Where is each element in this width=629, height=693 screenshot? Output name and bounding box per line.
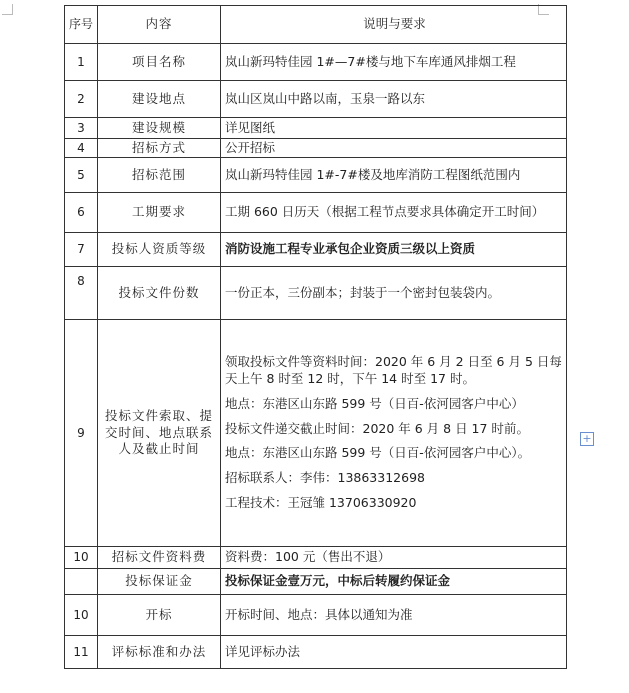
table-row [65, 267, 567, 320]
row-content: 投标人资质等级 [98, 233, 221, 267]
header-desc: 说明与要求 [221, 6, 567, 44]
row-content: 评标标准和办法 [98, 636, 221, 669]
table-row [65, 320, 567, 547]
row-desc: 投标保证金壹万元，中标后转履约保证金 [221, 569, 567, 595]
table-header-row [65, 6, 567, 44]
table-row [65, 569, 567, 595]
crop-mark-top-left [2, 4, 13, 15]
table-row [65, 139, 567, 158]
desc-line: 投标文件递交截止时间：2020 年 6 月 8 日 17 时前。 [225, 420, 529, 436]
row-desc: 消防设施工程专业承包企业资质三级以上资质 [221, 233, 567, 267]
table-row [65, 81, 567, 118]
desc-line: 地点：东港区山东路 599 号（日百-依河园客户中心） [225, 395, 524, 411]
row-seq: 4 [65, 139, 98, 158]
row-desc: 公开招标 [221, 139, 567, 158]
row-content: 开标 [98, 595, 221, 636]
row-seq: 11 [65, 636, 98, 669]
row-seq: 5 [65, 158, 98, 193]
table-row [65, 636, 567, 669]
desc-line: 领取投标文件等资料时间：2020 年 6 月 2 日至 6 月 5 日每天上午 8 时至 12 时，下午 14 时至 17 时。 [225, 353, 562, 386]
row-desc: 开标时间、地点：具体以通知为准 [221, 595, 567, 636]
table-row [65, 595, 567, 636]
row-seq: 7 [65, 233, 98, 267]
table-row [65, 193, 567, 233]
table-row [65, 158, 567, 193]
header-seq: 序号 [65, 6, 98, 44]
desc-line: 招标联系人：李伟：13863312698 [225, 470, 425, 486]
row-content: 招标文件资料费 [98, 547, 221, 569]
row-desc: 详见评标办法 [221, 636, 567, 669]
desc-line: 工程技术：王冠雏 13706330920 [225, 495, 417, 511]
desc-line: 地点：东港区山东路 599 号（日百-依河园客户中心）。 [225, 445, 531, 461]
row-seq: 2 [65, 81, 98, 118]
row-seq: 3 [65, 118, 98, 139]
row-desc: 工期 660 日历天（根据工程节点要求具体确定开工时间） [221, 193, 567, 233]
row-seq [65, 569, 98, 595]
row-seq: 1 [65, 44, 98, 81]
table-row [65, 233, 567, 267]
row-seq: 9 [65, 320, 98, 547]
row-desc: 岚山新玛特佳园 1#-7#楼及地库消防工程图纸范围内 [221, 158, 567, 193]
row-content: 投标文件索取、提交时间、地点联系人及截止时间 [98, 320, 221, 547]
table-row [65, 44, 567, 81]
row-desc: 一份正本，三份副本；封装于一个密封包装袋内。 [221, 267, 567, 320]
row-desc: 详见图纸 [221, 118, 567, 139]
row-content: 招标范围 [98, 158, 221, 193]
row-seq: 8 [65, 267, 98, 320]
row-content: 招标方式 [98, 139, 221, 158]
row-content: 建设地点 [98, 81, 221, 118]
table-row [65, 547, 567, 569]
row-desc: 资料费：100 元（售出不退） [221, 547, 567, 569]
row-seq: 10 [65, 595, 98, 636]
table-row [65, 118, 567, 139]
row-content: 项目名称 [98, 44, 221, 81]
add-comment-icon[interactable]: + [580, 432, 594, 446]
row-content: 投标文件份数 [98, 267, 221, 320]
row-desc [221, 320, 567, 547]
row-content: 建设规模 [98, 118, 221, 139]
row-seq: 10 [65, 547, 98, 569]
row-seq: 6 [65, 193, 98, 233]
row-desc: 岚山新玛特佳园 1#—7#楼与地下车库通风排烟工程 [221, 44, 567, 81]
row-content: 工期要求 [98, 193, 221, 233]
bid-info-table [64, 5, 567, 669]
row-desc: 岚山区岚山中路以南，玉泉一路以东 [221, 81, 567, 118]
row-content: 投标保证金 [98, 569, 221, 595]
header-content: 内容 [98, 6, 221, 44]
